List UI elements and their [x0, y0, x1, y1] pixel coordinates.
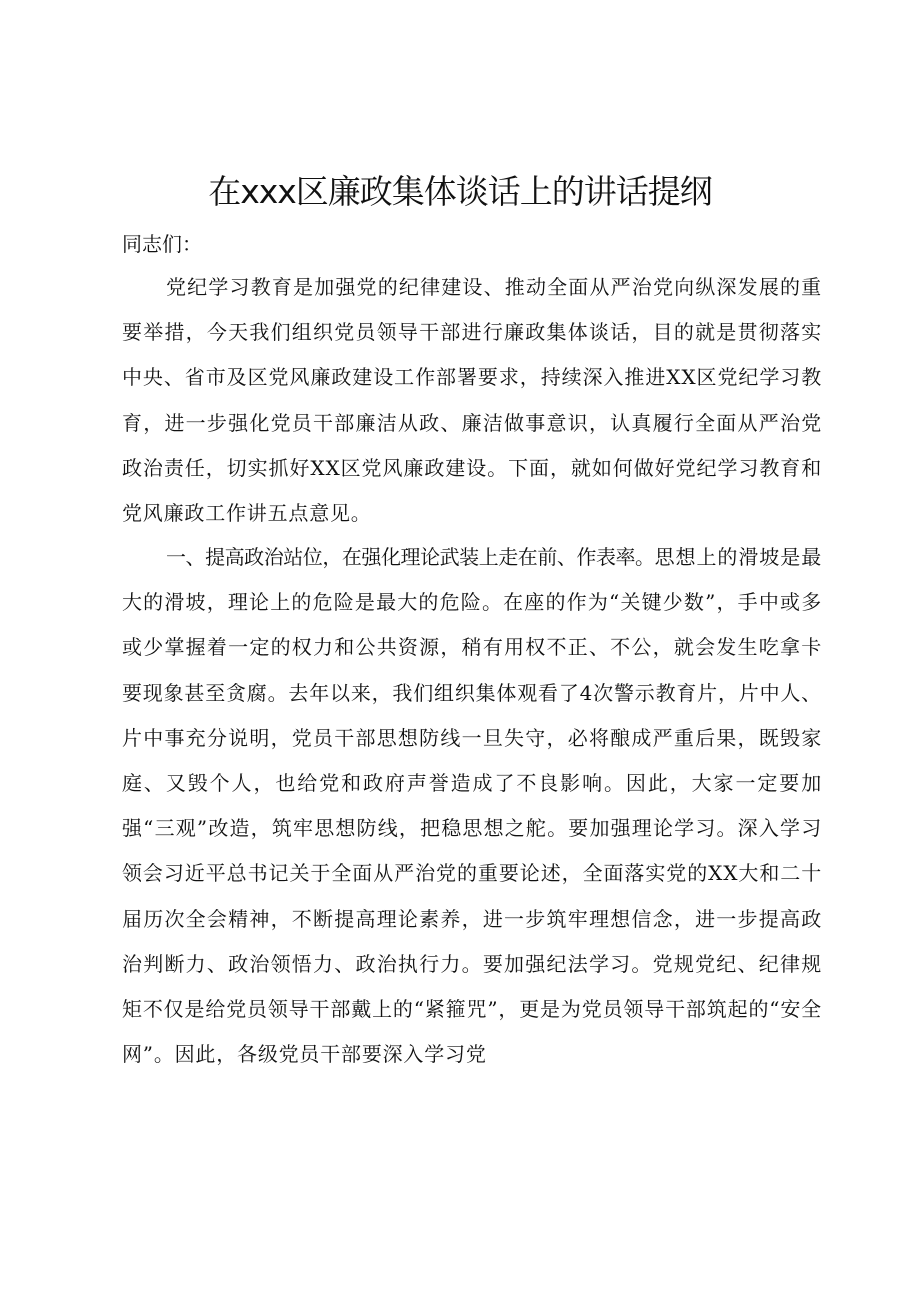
salutation: 同志们：: [122, 232, 202, 256]
section-one-text: 思想上的滑坡是最大的滑坡，理论上的危险是最大的危险。在座的作为“关键少数”，手中或多或少掌握着一定的权力和公共资源，稍有用权不正、不公，就会发生吃拿卡要现象甚至贪腐。去年以来，我们组织集体观看了4次警示教育片，片中人、片中事充分说明，党员干部思想防线一旦失守，必将酿成严重后果，既毁家庭、又毁个人，也给党和政府声誉造成了不良影响。因此，大家一定要加强“三观”改造，筑牢思想防线，把稳思想之舵。要加强理论学习。深入学习领会习近平总书记关于全面从严治党的重要论述，全面落实党的XX大和二十届历次全会精神，不断提高理论素养，进一步筑牢理想信念，进一步提高政治判断力、政治领悟力、政治执行力。要加强纪法学习。党规党纪、纪律规矩不仅是给党员领导干部戴上的“紧箍咒”，更是为党员领导干部筑起的“安全网”。因此，各级党员干部要深入学习党: [122, 545, 822, 1067]
paragraph-intro-text: 党纪学习教育是加强党的纪律建设、推动全面从严治党向纵深发展的重要举措，今天我们组织党员领导干部进行廉政集体谈话，目的就是贯彻落实中央、省市及区党风廉政建设工作部署要求，持续深入推进XX区党纪学习教育，进一步强化党员干部廉洁从政、廉洁做事意识，认真履行全面从严治党政治责任，切实抓好XX区党风廉政建设。下面，就如何做好党纪学习教育和党风廉政工作讲五点意见。: [122, 275, 822, 526]
paragraph-intro: [122, 265, 822, 536]
section-one-heading: 一、提高政治站位，在强化理论武装上走在前、作表率。: [166, 545, 655, 569]
document-title: 在xxx区廉政集体谈话上的讲话提纲: [208, 172, 712, 211]
paragraph-section-one: [122, 535, 822, 1077]
